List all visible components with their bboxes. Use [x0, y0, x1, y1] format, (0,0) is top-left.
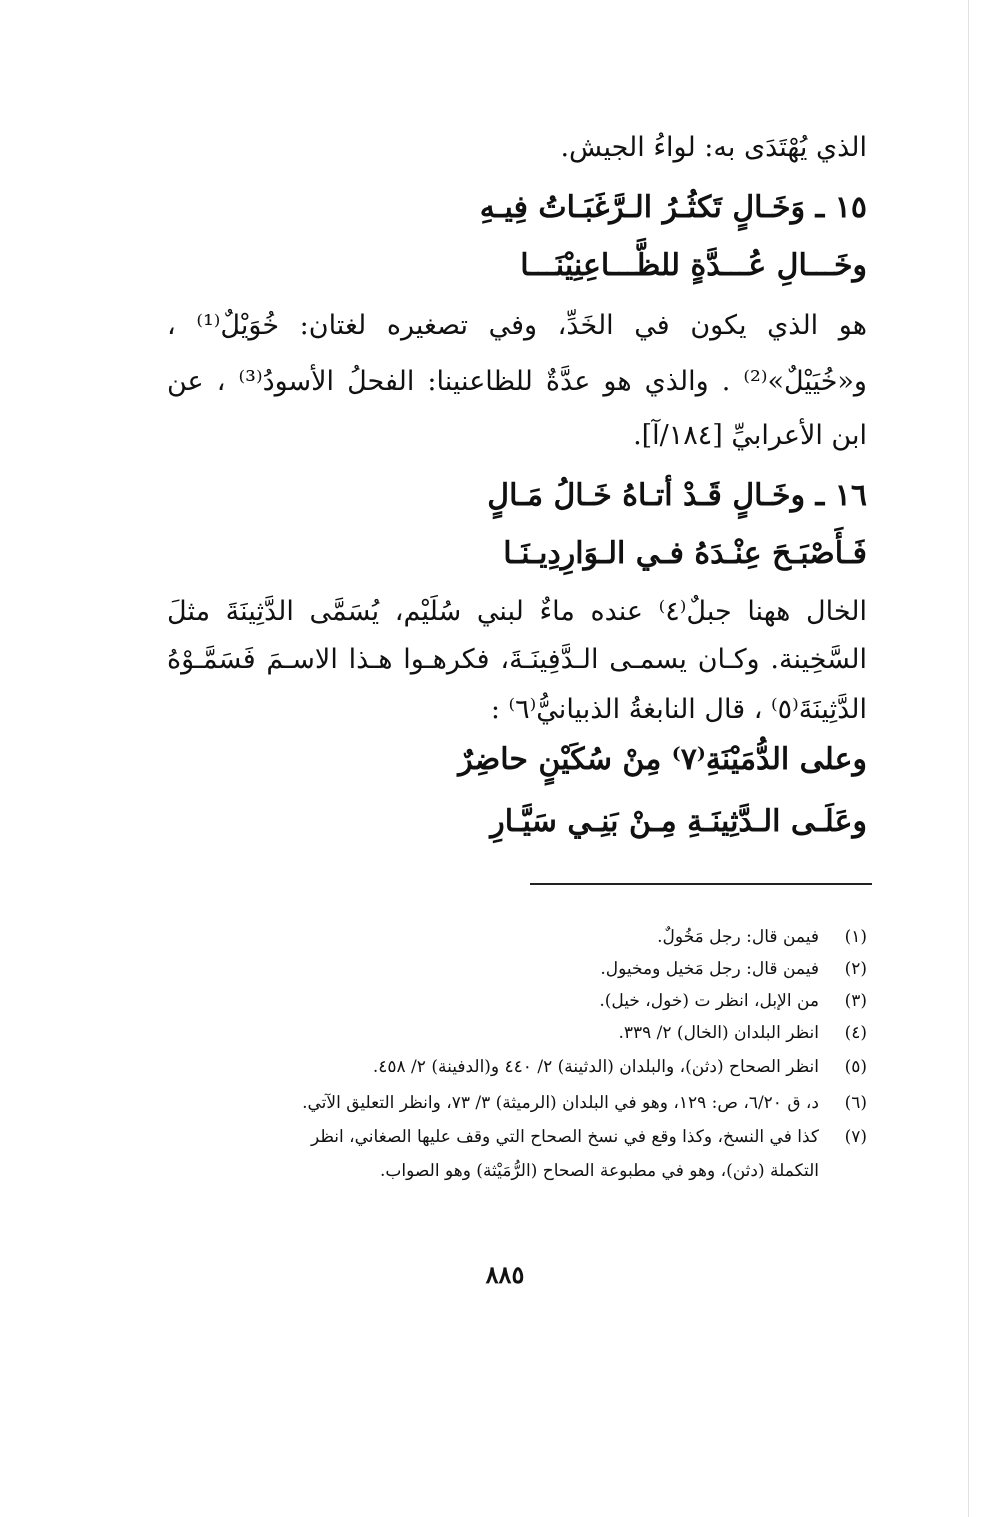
verse-17-first-hemistich: وعلى الدُّمَيْنَةِ⁽٧⁾ مِنْ سُكَيْنٍ حاضِرٌ — [458, 742, 867, 777]
footnote-number: (٢) — [844, 959, 867, 979]
footnote-text: فيمن قال: رجل مَخُولٌ. — [657, 927, 819, 947]
paragraph-2-line-3: الدَّثِينَةَ⁽٥⁾ ، قال النابغةُ الذبيانيُّ⁽٦⁾ : — [490, 694, 867, 725]
footnote-1 — [187, 920, 867, 954]
footnote-5 — [187, 1050, 867, 1084]
footnote-number: (٥) — [844, 1057, 867, 1077]
footnote-number: (١) — [844, 927, 867, 947]
footnote-text: كذا في النسخ، وكذا وقع في نسخ الصحاح التي وقف عليها الصغاني، انظر — [310, 1127, 819, 1147]
verse-16-first-hemistich: ١٦ ـ وخَـالٍ قَـدْ أتـاهُ خَـالُ مَـالٍ — [487, 478, 867, 513]
footnote-3 — [187, 984, 867, 1018]
text-line-intro: الذي يُهْتَدَى به: لواءُ الجيش. — [560, 132, 867, 163]
footnote-number: (٧) — [844, 1127, 867, 1147]
footnote-7-continuation: التكملة (دثن)، وهو في مطبوعة الصحاح (الرُّمَيْثة) وهو الصواب. — [379, 1161, 819, 1181]
footnote-divider — [530, 883, 872, 885]
paragraph-1-line-2: و«خُيَيْلٌ»⁽²⁾ . والذي هو عدَّةٌ للظاعنينا: الفحلُ الأسودُ⁽³⁾ ، عن — [167, 366, 867, 397]
paragraph-2-line-1: الخال ههنا جبلٌ⁽٤⁾ عنده ماءٌ لبني سُلَيْم، يُسَمَّى الدَّثِينَةَ مثلَ — [167, 596, 868, 627]
paragraph-1-line-3: ابن الأعرابيِّ [١٨٤/آ]. — [633, 420, 867, 451]
footnote-7 — [187, 1120, 867, 1154]
verse-15-first-hemistich: ١٥ ـ وَخَـالٍ تَكثُـرُ الـرَّغَبَـاتُ فِيـهِ — [479, 190, 867, 225]
verse-17-second-hemistich: وعَلَـى الـدَّثِينَـةِ مِـنْ بَنِـي سَيَّـارِ — [490, 804, 867, 839]
verse-16-second-hemistich: فَـأَصْبَـحَ عِنْـدَهُ فـي الـوَارِدِيـنَـا — [503, 536, 867, 571]
footnote-text: د، ق ٦/٢٠، ص: ١٢٩، وهو في البلدان (الرميثة) ٣/ ٧٣، وانظر التعليق الآتي. — [302, 1093, 819, 1113]
footnote-text: من الإبل، انظر ت (خول، خيل). — [599, 991, 819, 1011]
page-number: ٨٨٥ — [485, 1260, 525, 1289]
footnote-text: فيمن قال: رجل مَخيل ومخيول. — [600, 959, 819, 979]
footnote-number: (٤) — [844, 1023, 867, 1043]
verse-15-second-hemistich: وخَـــالِ عُـــدَّةٍ للظَّـــاعِنِيْنَـــا — [520, 248, 867, 283]
footnote-text: انظر البلدان (الخال) ٢/ ٣٣٩. — [618, 1023, 819, 1043]
footnote-number: (٦) — [844, 1093, 867, 1113]
footnote-4 — [187, 1016, 867, 1050]
footnote-2 — [187, 952, 867, 986]
footnote-number: (٣) — [844, 991, 867, 1011]
paragraph-1-line-1: هو الذي يكون في الخَدِّ، وفي تصغيره لغتان: خُوَيْلٌ⁽¹⁾ ، — [167, 310, 867, 341]
paragraph-2-line-2: السَّخِينة. وكـان يسمـى الـدَّفِينَـةَ، فكرهـوا هـذا الاسـمَ فَسَمَّـوْهُ — [167, 644, 867, 675]
footnote-text: انظر الصحاح (دثن)، والبلدان (الدثينة) ٢/ ٤٤٠ و(الدفينة) ٢/ ٤٥٨. — [372, 1057, 819, 1077]
footnote-6 — [187, 1086, 867, 1120]
